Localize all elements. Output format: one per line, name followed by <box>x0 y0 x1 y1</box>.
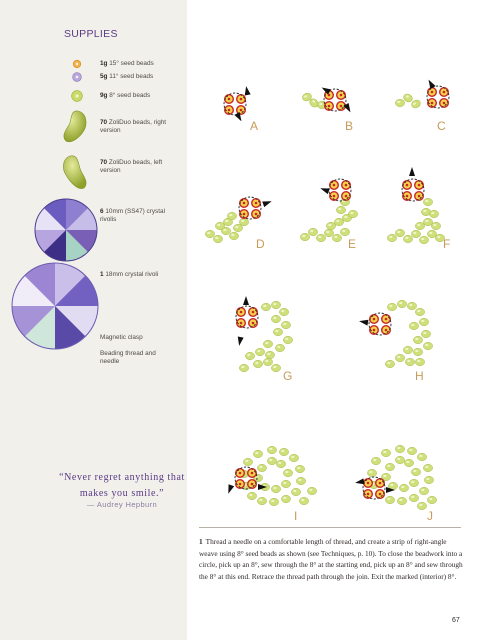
seed-bead <box>307 487 316 494</box>
direction-arrow <box>228 484 234 493</box>
step-text: Thread a needle on a comfortable length of thread, and create a strip of right-angle weave using 8° seed beads as shown (see Techniques, p. 10). To close the beadwork into a circle, pick up an 8°, sew through the 8° at the starting end, pick up an 8° and sew through the 8° at this end. Retrace the thread path through the join. Exit the marked (interior) 8°. <box>199 537 463 581</box>
seed-bead <box>205 230 214 237</box>
seed-bead <box>245 352 254 359</box>
seed-bead <box>283 336 292 343</box>
bead-hole <box>255 213 258 216</box>
direction-arrow <box>355 478 364 484</box>
seed-bead <box>387 303 396 310</box>
seed-bead <box>289 454 298 461</box>
seed-bead <box>295 465 304 472</box>
bead-hole <box>243 213 246 216</box>
seed-bead <box>326 222 335 229</box>
seed-bead <box>308 228 317 235</box>
seed-bead <box>243 458 252 465</box>
diagram-label: H <box>415 369 424 383</box>
diagram-label: G <box>283 369 293 383</box>
bead-hole <box>252 311 255 314</box>
seed-bead <box>424 476 433 483</box>
seed-bead <box>395 445 404 452</box>
bead-hole <box>239 472 242 475</box>
direction-arrow <box>409 167 415 176</box>
seed-bead <box>429 210 438 217</box>
seed-bead <box>269 498 278 505</box>
bead-hole <box>379 482 382 485</box>
seed-bead <box>419 487 428 494</box>
bead-hole <box>240 109 243 112</box>
bead-hole <box>443 91 446 94</box>
seed-bead <box>371 457 380 464</box>
seed-bead <box>271 315 280 322</box>
seed-bead <box>409 494 418 501</box>
seed-bead <box>279 448 288 455</box>
bead-hole <box>431 91 434 94</box>
bead-hole <box>373 329 376 332</box>
seed-bead <box>385 463 394 470</box>
seed-bead <box>423 198 432 205</box>
bead-hole <box>340 105 343 108</box>
seed-bead <box>403 235 412 242</box>
bead-hole <box>251 483 254 486</box>
bead-hole <box>243 202 246 205</box>
bead-hole <box>367 482 370 485</box>
diagram-label: C <box>437 119 446 133</box>
seed-bead <box>423 218 432 225</box>
bead-hole <box>252 322 255 325</box>
supply-item-15-seed: 1g 15° seed beads <box>100 60 154 67</box>
bead-hole <box>240 322 243 325</box>
bead-hole <box>333 184 336 187</box>
seed-bead <box>247 492 256 499</box>
direction-arrow <box>359 320 368 326</box>
bead-hole <box>373 318 376 321</box>
seed-bead <box>385 360 394 367</box>
seed-bead <box>395 456 404 463</box>
direction-arrow <box>238 337 244 346</box>
seed-bead <box>409 322 418 329</box>
bead-hole <box>367 493 370 496</box>
seed-bead <box>404 459 413 466</box>
seed-bead <box>239 364 248 371</box>
seed-bead <box>417 502 426 509</box>
diagram-label: I <box>294 509 298 523</box>
bead-hole <box>385 318 388 321</box>
seed-bead <box>405 358 414 365</box>
seed-bead <box>271 485 280 492</box>
seed-bead <box>411 230 420 237</box>
supply-item-thread: Beading thread and needle <box>100 350 156 366</box>
seed-bead <box>265 351 274 358</box>
bead-hole <box>379 493 382 496</box>
seed-bead <box>427 230 436 237</box>
bead-hole <box>328 105 331 108</box>
seed-bead <box>233 224 242 231</box>
seed-bead <box>423 464 432 471</box>
diagram-label: E <box>348 237 357 251</box>
seed-bead <box>261 303 270 310</box>
supply-item-rivoli-18mm: 1 18mm crystal rivoli <box>100 271 159 278</box>
direction-arrow <box>245 86 251 95</box>
bead-hole <box>385 329 388 332</box>
seed-bead <box>239 218 248 225</box>
seed-bead <box>229 232 238 239</box>
seed-bead <box>415 222 424 229</box>
supply-item-rivoli-10mm: 6 10mm (SS47) crystal rivolis <box>100 208 165 224</box>
seed-bead <box>411 468 420 475</box>
bead-hole <box>239 483 242 486</box>
diagram-label: F <box>443 237 451 251</box>
seed-bead <box>316 234 325 241</box>
bead-hole <box>340 94 343 97</box>
bead-hole <box>431 102 434 105</box>
seed-bead <box>399 484 408 491</box>
direction-arrow <box>429 80 436 89</box>
seed-bead <box>417 453 426 460</box>
seed-bead <box>213 235 222 242</box>
seed-bead <box>385 496 394 503</box>
seed-bead <box>415 358 424 365</box>
seed-bead <box>324 229 333 236</box>
seed-bead <box>336 206 345 213</box>
seed-bead <box>381 449 390 456</box>
seed-bead <box>255 348 264 355</box>
bead-hole <box>240 98 243 101</box>
bead-hole <box>345 195 348 198</box>
direction-arrow <box>320 188 329 194</box>
seed-bead <box>421 330 430 337</box>
seed-bead <box>281 321 290 328</box>
seed-bead <box>227 212 236 219</box>
diagram-label: A <box>250 119 259 133</box>
supply-item-11-seed: 5g 11° seed beads <box>100 73 154 80</box>
seed-bead <box>423 342 432 349</box>
seed-bead <box>332 234 341 241</box>
bead-hole <box>255 202 258 205</box>
seed-bead <box>276 460 285 467</box>
seed-bead <box>283 469 292 476</box>
seed-bead <box>409 479 418 486</box>
seed-bead <box>271 301 280 308</box>
supply-item-zoliduo-left: 70 ZoliDuo beads, left version <box>100 159 163 175</box>
quote-text: “Never regret anything that makes you smile.” <box>59 472 185 499</box>
quote-author: — Audrey Hepburn <box>86 500 158 509</box>
supply-item-8-seed: 9g 8° seed beads <box>100 92 151 99</box>
seed-bead <box>300 233 309 240</box>
seed-bead <box>397 300 406 307</box>
seed-bead <box>340 228 349 235</box>
bead-hole <box>406 184 409 187</box>
seed-bead <box>275 344 284 351</box>
seed-bead <box>367 469 376 476</box>
seed-bead <box>419 318 428 325</box>
seed-bead <box>413 348 422 355</box>
diagram-label: D <box>256 237 265 251</box>
seed-bead <box>427 496 436 503</box>
seed-bead <box>413 336 422 343</box>
seed-bead <box>281 480 290 487</box>
page-number: 67 <box>452 617 460 624</box>
seed-bead <box>419 236 428 243</box>
supply-item-clasp: Magnetic clasp <box>100 334 143 341</box>
seed-bead <box>267 446 276 453</box>
seed-bead <box>279 308 288 315</box>
supplies-title: SUPPLIES <box>64 28 118 40</box>
supply-item-zoliduo-right: 70 ZoliDuo beads, right version <box>100 119 167 135</box>
bead-hole <box>345 184 348 187</box>
seed-bead <box>334 218 343 225</box>
bead-hole <box>418 195 421 198</box>
seed-bead <box>257 464 266 471</box>
seed-bead <box>281 495 290 502</box>
bead-hole <box>240 311 243 314</box>
step-number: 1 <box>199 537 203 546</box>
divider-line <box>199 527 461 528</box>
seed-bead <box>257 497 266 504</box>
seed-bead <box>267 457 276 464</box>
bead-hole <box>406 195 409 198</box>
step-instruction <box>199 536 465 582</box>
seed-bead <box>273 328 282 335</box>
seed-bead <box>415 308 424 315</box>
seed-bead <box>397 497 406 504</box>
seed-bead <box>403 346 412 353</box>
bead-hole <box>228 109 231 112</box>
seed-bead <box>263 358 272 365</box>
seed-bead <box>253 450 262 457</box>
seed-bead <box>271 364 280 371</box>
seed-bead <box>431 222 440 229</box>
diagram-label: J <box>427 509 433 523</box>
diagram-label: B <box>345 119 354 133</box>
seed-bead <box>348 210 357 217</box>
seed-bead <box>296 477 305 484</box>
seed-bead <box>395 99 404 106</box>
seed-bead <box>253 360 262 367</box>
bead-hole <box>418 184 421 187</box>
direction-arrow <box>243 296 249 305</box>
seed-bead <box>407 447 416 454</box>
seed-bead <box>407 302 416 309</box>
direction-arrow <box>262 201 271 207</box>
seed-bead <box>395 229 404 236</box>
bead-hole <box>333 195 336 198</box>
seed-bead <box>263 340 272 347</box>
bead-hole <box>228 98 231 101</box>
seed-bead <box>291 488 300 495</box>
seed-bead <box>215 222 224 229</box>
bead-hole <box>443 102 446 105</box>
seed-bead <box>395 354 404 361</box>
seed-bead <box>299 497 308 504</box>
bead-hole <box>251 472 254 475</box>
seed-bead <box>387 234 396 241</box>
